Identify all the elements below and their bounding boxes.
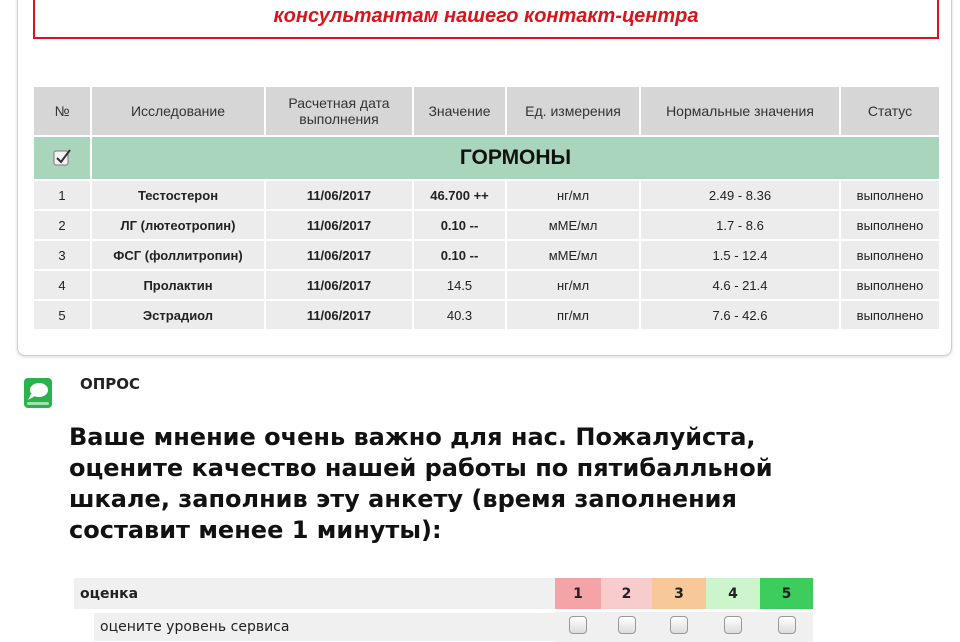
row-unit: нг/мл xyxy=(506,180,640,210)
row-num: 2 xyxy=(33,210,91,240)
rating-row-label-cell xyxy=(74,611,555,642)
rating-scale-5: 5 xyxy=(760,578,813,611)
table-row xyxy=(33,270,940,300)
rating-checkbox-4[interactable] xyxy=(724,616,742,634)
rating-option-5-cell xyxy=(760,611,813,642)
rating-checkbox-2[interactable] xyxy=(618,616,636,634)
rating-header-row xyxy=(74,578,813,611)
row-normal: 7.6 - 42.6 xyxy=(640,300,840,330)
col-header-value: Значение xyxy=(413,86,506,136)
row-normal: 1.7 - 8.6 xyxy=(640,210,840,240)
row-test: Эстрадиол xyxy=(91,300,265,330)
group-row-hormones xyxy=(33,136,940,180)
survey-question: Ваше мнение очень важно для нас. Пожалуйста, оцените качество нашей работы по пятибалльной шкале, заполнив эту анкету (время заполнения составит менее 1 минуты): xyxy=(69,422,829,546)
table-row xyxy=(33,180,940,210)
row-unit: нг/мл xyxy=(506,270,640,300)
rating-scale-2: 2 xyxy=(601,578,652,611)
rating-option-4-cell xyxy=(706,611,760,642)
row-date: 11/06/2017 xyxy=(265,300,413,330)
row-value: 46.700 ++ xyxy=(413,180,506,210)
row-status: выполнено xyxy=(840,270,940,300)
survey-heading: ОПРОС xyxy=(80,375,140,393)
row-num: 4 xyxy=(33,270,91,300)
notice-box xyxy=(33,0,939,39)
group-title: ГОРМОНЫ xyxy=(460,146,571,169)
col-header-normal: Нормальные значения xyxy=(640,86,840,136)
row-value: 0.10 -- xyxy=(413,240,506,270)
col-header-date: Расчетная дата выполнения xyxy=(265,86,413,136)
checkmark-icon[interactable] xyxy=(52,148,72,168)
results-card xyxy=(17,0,952,356)
chat-bubble-icon xyxy=(24,378,52,408)
rating-table xyxy=(74,578,813,642)
col-header-num: № xyxy=(33,86,91,136)
row-unit: пг/мл xyxy=(506,300,640,330)
row-value: 14.5 xyxy=(413,270,506,300)
notice-text: консультантам нашего контакт-центра xyxy=(35,5,937,28)
row-test: ЛГ (лютеотропин) xyxy=(91,210,265,240)
row-test: Пролактин xyxy=(91,270,265,300)
table-row xyxy=(33,240,940,270)
row-status: выполнено xyxy=(840,210,940,240)
rating-checkbox-3[interactable] xyxy=(670,616,688,634)
row-value: 0.10 -- xyxy=(413,210,506,240)
row-unit: мМЕ/мл xyxy=(506,240,640,270)
rating-option-1-cell xyxy=(555,611,601,642)
row-test: ФСГ (фоллитропин) xyxy=(91,240,265,270)
row-unit: мМЕ/мл xyxy=(506,210,640,240)
row-date: 11/06/2017 xyxy=(265,180,413,210)
row-status: выполнено xyxy=(840,180,940,210)
col-header-status: Статус xyxy=(840,86,940,136)
row-num: 1 xyxy=(33,180,91,210)
row-num: 3 xyxy=(33,240,91,270)
group-check-cell[interactable] xyxy=(33,136,91,180)
results-table xyxy=(32,85,941,331)
rating-scale-3: 3 xyxy=(652,578,706,611)
rating-option-3-cell xyxy=(652,611,706,642)
rating-checkbox-5[interactable] xyxy=(778,616,796,634)
row-date: 11/06/2017 xyxy=(265,240,413,270)
col-header-test: Исследование xyxy=(91,86,265,136)
table-row xyxy=(33,210,940,240)
rating-row-service xyxy=(74,611,813,642)
row-num: 5 xyxy=(33,300,91,330)
rating-row-label: оцените уровень сервиса xyxy=(94,613,555,641)
row-normal: 4.6 - 21.4 xyxy=(640,270,840,300)
rating-scale-1: 1 xyxy=(555,578,601,611)
table-row xyxy=(33,300,940,330)
row-normal: 1.5 - 12.4 xyxy=(640,240,840,270)
row-status: выполнено xyxy=(840,240,940,270)
row-date: 11/06/2017 xyxy=(265,210,413,240)
row-value: 40.3 xyxy=(413,300,506,330)
results-header-row xyxy=(33,86,940,136)
row-status: выполнено xyxy=(840,300,940,330)
row-test: Тестостерон xyxy=(91,180,265,210)
row-date: 11/06/2017 xyxy=(265,270,413,300)
rating-label: оценка xyxy=(74,578,555,611)
rating-checkbox-1[interactable] xyxy=(569,616,587,634)
row-normal: 2.49 - 8.36 xyxy=(640,180,840,210)
col-header-unit: Ед. измерения xyxy=(506,86,640,136)
rating-scale-4: 4 xyxy=(706,578,760,611)
rating-option-2-cell xyxy=(601,611,652,642)
